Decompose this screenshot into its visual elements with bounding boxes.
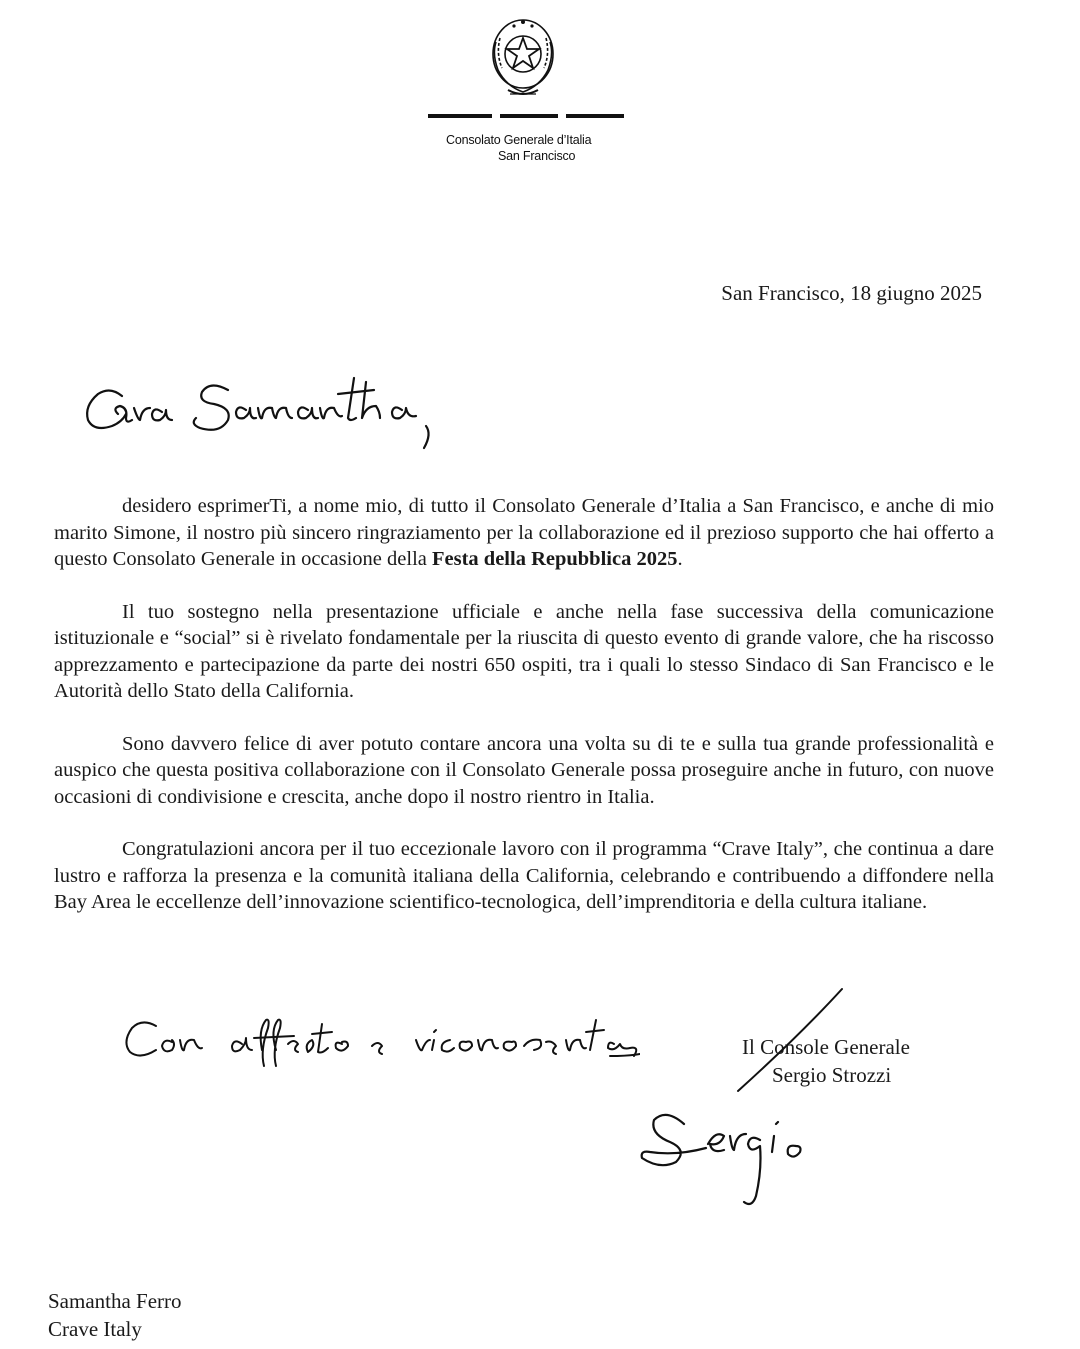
body-paragraph-4: Congratulazioni ancora per il tuo eccezionale lavoro con il programma “Crave Italy”, che continua a dare lustro e rafforza la presenza e la comunità italiana della California, celebrando e contribuendo a diffondere nella Bay Area le eccellenze dell’innovazione scientifico-tecnologica, dell’imprenditoria e della cultura italiane. xyxy=(54,838,994,913)
letterhead-rule xyxy=(566,114,624,118)
recipient-block xyxy=(48,1287,182,1343)
signature-stroke xyxy=(730,985,850,1095)
italian-republic-emblem-icon xyxy=(486,14,560,100)
recipient-name: Samantha Ferro xyxy=(48,1289,182,1313)
consulate-city: San Francisco xyxy=(498,149,576,163)
letterhead-rule xyxy=(428,114,492,118)
handwritten-salutation xyxy=(82,368,442,468)
handwritten-closing xyxy=(120,1010,640,1070)
body-paragraph-1-end: . xyxy=(677,548,683,570)
recipient-organization: Crave Italy xyxy=(48,1317,142,1341)
letter-body xyxy=(54,493,994,942)
handwritten-signature xyxy=(636,1100,816,1210)
body-paragraph-3: Sono davvero felice di aver potuto contare ancora una volta su di te e sulla tua grande professionalità e auspico che questa positiva collaborazione con il Consolato Generale possa proseguire anche in futuro, con nuove occasioni di condivisione e crescita, anche dopo il nostro rientro in Italia. xyxy=(54,732,994,808)
body-paragraph-2: Il tuo sostegno nella presentazione ufficiale e anche nella fase successiva della comunicazione istituzionale e “social” si è rivelato fondamentale per la riuscita di questo evento di grande valore, che ha riscosso apprezzamento e partecipazione da parte dei nostri 650 ospiti, tra i quali lo stesso Sindaco di San Francisco e le Autorità dello Stato della California. xyxy=(54,600,994,702)
letterhead-text xyxy=(446,132,591,164)
letter-date: San Francisco, 18 giugno 2025 xyxy=(721,281,982,305)
letterhead-rules xyxy=(428,114,624,120)
letterhead-rule xyxy=(500,114,558,118)
event-name: Festa della Repubblica 2025 xyxy=(432,548,678,570)
body-paragraph-1-text: desidero esprimerTi, a nome mio, di tutto il Consolato Generale d’Italia a San Francisco, e anche di mio marito Simone, il nostro più sincero ringraziamento per la collaborazione ed il prezioso supporto che hai offerto a questo Consolato Generale in occasione della xyxy=(54,495,994,570)
signer-title: Il Console Generale xyxy=(742,1035,910,1059)
signer-name: Sergio Strozzi xyxy=(772,1063,892,1087)
body-paragraph-1 xyxy=(54,493,994,573)
consulate-name: Consolato Generale d’Italia xyxy=(446,133,592,147)
